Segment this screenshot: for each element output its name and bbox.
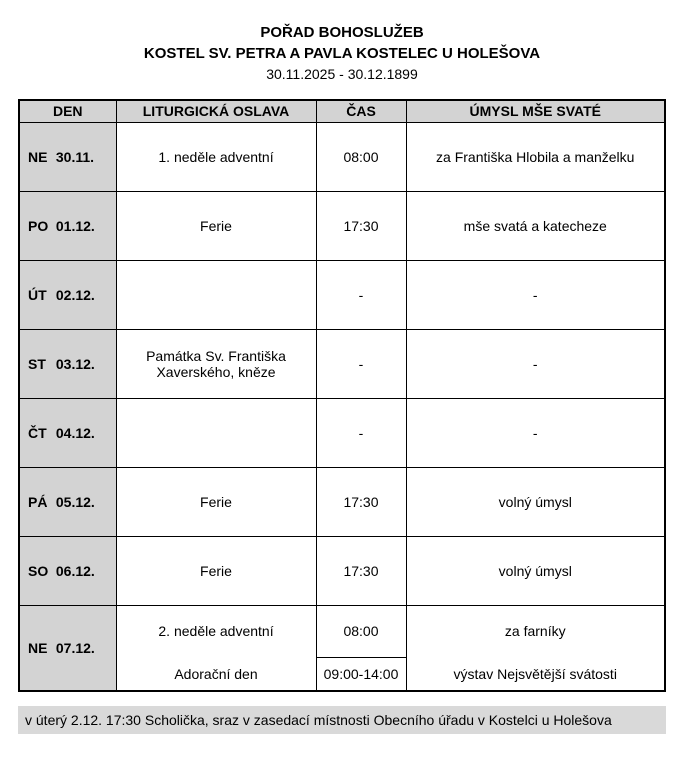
day-abbrev: NE — [28, 148, 48, 165]
header-cell-oslava: LITURGICKÁ OSLAVA — [116, 100, 316, 122]
day-cell — [19, 191, 116, 260]
day-cell — [19, 536, 116, 605]
celebration-cell: Adorační den — [116, 657, 316, 691]
table-row — [19, 605, 665, 657]
day-date: 30.11. — [55, 148, 95, 165]
table-row — [19, 329, 665, 398]
intention-cell: - — [406, 398, 665, 467]
intention-cell: - — [406, 260, 665, 329]
day-abbrev: ÚT — [28, 286, 47, 303]
day-date: 06.12. — [55, 562, 95, 579]
intention-cell: - — [406, 329, 665, 398]
intention-cell: výstav Nejsvětější svátosti — [406, 657, 665, 691]
table-row — [19, 191, 665, 260]
time-cell: - — [316, 260, 406, 329]
day-cell — [19, 605, 116, 691]
celebration-cell: Ferie — [116, 191, 316, 260]
table-row — [19, 467, 665, 536]
table-header-row — [19, 100, 665, 122]
day-cell — [19, 122, 116, 191]
table-row — [19, 122, 665, 191]
day-date: 04.12. — [55, 424, 95, 441]
celebration-cell: 2. neděle adventní — [116, 605, 316, 657]
header-cell-umysl: ÚMYSL MŠE SVATÉ — [406, 100, 665, 122]
day-date: 07.12. — [55, 639, 95, 656]
day-cell — [19, 467, 116, 536]
time-cell: 09:00-14:00 — [316, 657, 406, 691]
day-date: 02.12. — [55, 286, 95, 303]
intention-cell: za Františka Hlobila a manželku — [406, 122, 665, 191]
time-cell: 17:30 — [316, 536, 406, 605]
time-cell: 17:30 — [316, 191, 406, 260]
celebration-cell: Ferie — [116, 467, 316, 536]
time-cell: 17:30 — [316, 467, 406, 536]
celebration-cell — [116, 260, 316, 329]
church-name: KOSTEL SV. PETRA A PAVLA KOSTELEC U HOLEŠOVA — [143, 45, 541, 62]
day-cell — [19, 329, 116, 398]
table-row — [19, 260, 665, 329]
day-abbrev: ČT — [28, 424, 47, 441]
day-abbrev: NE — [28, 639, 48, 656]
date-range: 30.11.2025 - 30.12.1899 — [266, 66, 418, 82]
day-abbrev: SO — [28, 562, 49, 579]
intention-cell: volný úmysl — [406, 467, 665, 536]
time-cell: 08:00 — [316, 122, 406, 191]
table-subrow — [19, 657, 665, 691]
intention-cell: volný úmysl — [406, 536, 665, 605]
time-cell: - — [316, 398, 406, 467]
day-cell — [19, 398, 116, 467]
day-cell — [19, 260, 116, 329]
celebration-cell: Ferie — [116, 536, 316, 605]
time-cell: 08:00 — [316, 605, 406, 657]
title-block — [18, 22, 666, 85]
table-row — [19, 536, 665, 605]
page-title: POŘAD BOHOSLUŽEB — [260, 24, 424, 41]
day-abbrev: PO — [28, 217, 49, 234]
day-date: 05.12. — [55, 493, 95, 510]
intention-cell: za farníky — [406, 605, 665, 657]
header-cell-den: DEN — [19, 100, 116, 122]
celebration-cell: Památka Sv. Františka Xaverského, kněze — [116, 329, 316, 398]
intention-cell: mše svatá a katecheze — [406, 191, 665, 260]
table-row — [19, 398, 665, 467]
celebration-cell — [116, 398, 316, 467]
day-date: 01.12. — [55, 217, 95, 234]
footer-note: v úterý 2.12. 17:30 Scholička, sraz v zasedací místnosti Obecního úřadu v Kostelci u Holešova — [18, 706, 666, 734]
day-abbrev: PÁ — [28, 493, 48, 510]
day-date: 03.12. — [55, 355, 95, 372]
schedule-table — [18, 99, 666, 692]
day-abbrev: ST — [28, 355, 46, 372]
time-cell: - — [316, 329, 406, 398]
celebration-cell: 1. neděle adventní — [116, 122, 316, 191]
header-cell-cas: ČAS — [316, 100, 406, 122]
